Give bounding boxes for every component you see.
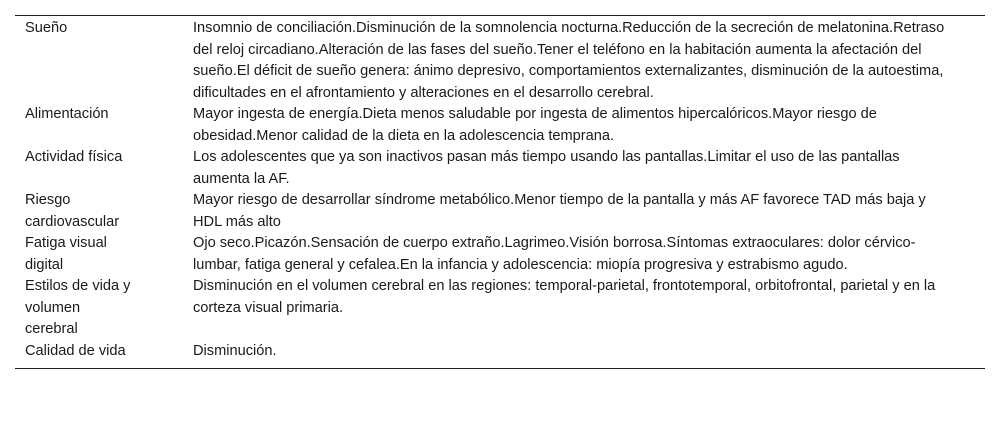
row-value-cell: [193, 104, 985, 147]
row-label-cell: [15, 147, 193, 190]
row-label: Fatiga visual digital: [25, 235, 107, 273]
row-label-cell: [15, 276, 193, 341]
row-label-cell: [15, 16, 193, 105]
row-label: Sueño: [25, 20, 68, 36]
row-label-cell: [15, 233, 193, 276]
row-value: Mayor ingesta de energía.Dieta menos saludable por ingesta de alimentos hipercalóricos.Mayor riesgo de obesidad.Menor calidad de la dieta en la adolescencia temprana.: [193, 106, 877, 144]
row-label: Actividad física: [25, 149, 123, 165]
row-value: Ojo seco.Picazón.Sensación de cuerpo extraño.Lagrimeo.Visión borrosa.Síntomas extraoculares: dolor cérvico-lumbar, fatiga general y cefalea.En la infancia y adolescencia: miopía progresiva y estrabismo agudo.: [193, 235, 916, 273]
row-label: Alimentación: [25, 106, 109, 122]
row-value: Disminución.: [193, 342, 277, 359]
table-row: [15, 190, 985, 233]
row-value: Mayor riesgo de desarrollar síndrome metabólico.Menor tiempo de la pantalla y más AF favorece TAD más baja y HDL más alto: [193, 192, 926, 230]
table-row: [15, 147, 985, 190]
row-value: Insomnio de conciliación.Disminución de la somnolencia nocturna.Reducción de la secreción de melatonina.Retraso del reloj circadiano.Alteración de las fases del sueño.Tener el teléfono en la habitación aumenta la afectación del sueño.El déficit de sueño genera: ánimo depresivo, comportamientos externalizantes, disminución de la autoestima, dificultades en el afrontamiento y alteraciones en el desarrollo cerebral.: [193, 20, 945, 101]
row-value-cell: [193, 16, 985, 105]
effects-table: [15, 15, 985, 369]
table-row: [15, 104, 985, 147]
row-value: Disminución en el volumen cerebral en las regiones: temporal-parietal, frontotemporal, orbitofrontal, parietal y en la corteza visual primaria.: [193, 278, 936, 316]
row-label: Estilos de vida y volumen cerebral: [25, 278, 131, 337]
effects-table-container: [15, 15, 985, 369]
row-value-cell: [193, 233, 985, 276]
table-row: [15, 276, 985, 341]
row-value-cell: [193, 147, 985, 190]
row-label-cell: [15, 104, 193, 147]
row-value-cell: [193, 190, 985, 233]
row-value-cell: [193, 341, 985, 369]
row-label-cell: [15, 341, 193, 369]
table-row: [15, 16, 985, 105]
row-value: Los adolescentes que ya son inactivos pasan más tiempo usando las pantallas.Limitar el uso de las pantallas aumenta la AF.: [193, 149, 900, 187]
table-row: [15, 233, 985, 276]
row-label: Riesgo cardiovascular: [25, 192, 120, 230]
table-row: [15, 341, 985, 369]
row-label-cell: [15, 190, 193, 233]
row-label: Calidad de vida: [25, 342, 126, 359]
row-value-cell: [193, 276, 985, 341]
